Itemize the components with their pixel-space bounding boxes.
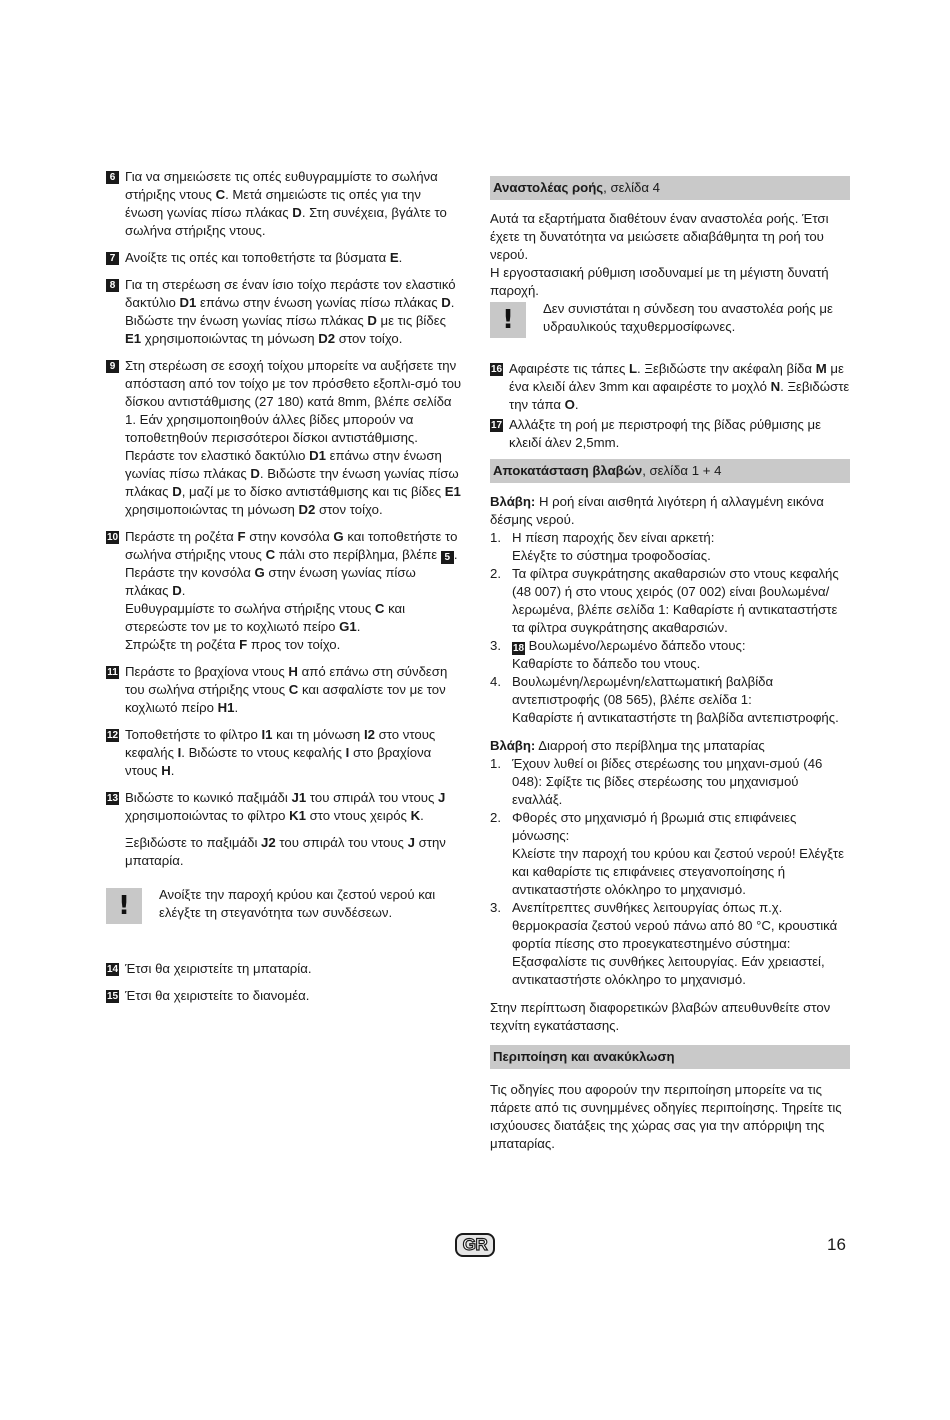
step-15: 15 Έτσι θα χειριστείτε το διανομέα. <box>106 988 310 1003</box>
section-header-flow-limiter: Αναστολέας ροής, σελίδα 4 <box>490 176 850 200</box>
step-number-badge: 16 <box>490 364 503 375</box>
warning-note: ! Ανοίξτε την παροχή κρύου και ζεστού νερού και ελέγξτε τη στεγανότητα των συνδέσεων. <box>106 886 462 926</box>
step-number-badge: 15 <box>106 991 119 1002</box>
step-number-badge: 17 <box>490 420 503 431</box>
list-item: 2. Φθορές στο μηχανισμό ή βρωμιά στις επιφάνειες μόνωσης: Κλείστε την παροχή του κρύου και ζεστού νερού! Ελέγξτε και καθαρίστε τις επιφάνειες στεγανοποίησης ή αντικαταστήστε ολόκληρο το μηχανισμό. <box>490 810 844 897</box>
step-10: 10 Περάστε τη ροζέτα F στην κονσόλα G και τοποθετήστε το σωλήνα στήριξης ντους C πάλι στο περίβλημα, βλέπε 5 . Περάστε την κονσόλα G στην ένωση γωνίας πίσω πλάκας D. Ευθυγραμμίστε το σωλήνα στήριξης ντους C και στερεώστε τον με το κοχλιωτό πείρο G1. Σπρώξτε τη ροζέτα F προς τον τοίχο. <box>106 529 458 652</box>
list-item: 2. Τα φίλτρα συγκράτησης ακαθαρσιών στο ντους κεφαλής (48 007) ή στο ντους χειρός (07 002) είναι βουλωμένα/λερωμένα, βλέπε σελίδα 1: Καθαρίστε ή αντικαταστήστε τα φίλτρα συγκράτησης ακαθαρσιών. <box>490 566 839 635</box>
step-6: 6 Για να σημειώσετε τις οπές ευθυγραμμίστε το σωλήνα στήριξης ντους C. Μετά σημειώστε τις οπές για την ένωση γωνίας πίσω πλάκας D. Στη συνέχεια, βγάλτε το σωλήνα στήριξης ντους. <box>106 168 462 240</box>
country-code-logo: GR <box>455 1233 495 1257</box>
list-item: 4. Βουλωμένη/λερωμένη/ελαττωματική βαλβίδα αντεπιστροφής (08 565), βλέπε σελίδα 1: Καθαρίστε ή αντικαταστήστε τη βαλβίδα αντεπιστροφής. <box>490 674 839 725</box>
step-number-badge: 6 <box>106 171 119 184</box>
fault-description: Βλάβη: Διαρροή στο περίβλημα της μπαταρίας <box>490 738 765 753</box>
list-item: 1. Έχουν λυθεί οι βίδες στερέωσης του μηχανι-σμού (46 048): Σφίξτε τις βίδες στερέωσης του μηχανισμού εναλλάξ. <box>490 756 823 807</box>
warning-note: ! Δεν συνιστάται η σύνδεση του αναστολέα ροής με υδραυλικούς ταχυθερμοσίφωνες. <box>490 300 850 340</box>
figure-reference-badge: 5 <box>441 551 454 564</box>
warning-icon: ! <box>106 888 142 924</box>
step-12: 12 Τοποθετήστε το φίλτρο I1 και τη μόνωση I2 στο ντους κεφαλής I. Βιδώστε το ντους κεφαλής I στο βραχίονα ντους H. <box>106 727 436 778</box>
paragraph: Τις οδηγίες που αφορούν την περιποίηση μπορείτε να τις πάρετε από τις συνημμένες οδηγίες περιποίησης. Τηρείτε τις ισχύουσες διατάξεις της χώρας σας για την απόρριψη της μπαταρίας. <box>490 1082 842 1151</box>
step-13: 13 Βιδώστε το κωνικό παξιμάδι J1 του σπιράλ του ντους J χρησιμοποιώντας το φίλτρο K1 στο ντους χειρός K. Ξεβιδώστε το παξιμάδι J2 του σπιράλ του ντους J στην μπαταρία. <box>106 790 446 868</box>
step-number-badge: 7 <box>106 252 119 265</box>
section-header-care-recycling: Περιποίηση και ανακύκλωση <box>490 1045 850 1069</box>
page-number: 16 <box>827 1235 846 1254</box>
step-number-badge: 13 <box>106 793 119 804</box>
step-number-badge: 12 <box>106 730 119 741</box>
warning-icon: ! <box>490 302 526 338</box>
list-item: 3. 18 Βουλωμένο/λερωμένο δάπεδο ντους: Καθαρίστε το δάπεδο του ντους. <box>490 638 746 671</box>
step-number-badge: 11 <box>107 667 118 678</box>
step-7: 7 Ανοίξτε τις οπές και τοποθετήστε τα βύσματα E. <box>106 249 462 267</box>
step-8: 8 Για τη στερέωση σε έναν ίσιο τοίχο περάστε τον ελαστικό δακτύλιο D1 επάνω στην ένωση γωνίας πίσω πλάκας D. Βιδώστε την ένωση γωνίας πίσω πλάκας D με τις βίδες E1 χρησιμοποιώντας τη μόνωση D2 στον τοίχο. <box>106 276 462 348</box>
step-16: 16 Αφαιρέστε τις τάπες L. Ξεβιδώστε την ακέφαλη βίδα M με ένα κλειδί άλεν 3mm και αφαιρέστε το μοχλό N. Ξεβιδώστε την τάπα O. <box>490 361 850 412</box>
section-header-troubleshooting: Αποκατάσταση βλαβών, σελίδα 1 + 4 <box>490 459 850 483</box>
step-11: 11 Περάστε το βραχίονα ντους H από επάνω στη σύνδεση του σωλήνα στήριξης ντους C και ασφαλίστε τον με τον κοχλιωτό πείρο H1. <box>107 664 448 715</box>
list-item: 3. Ανεπίτρεπτες συνθήκες λειτουργίας όπως π.χ. θερμοκρασία ζεστού νερού πάνω από 80 °C, κρουστικά φορτία πίεσης στο προεγκατεστημένο σύστημα: Εξασφαλίστε τις συνθήκες λειτουργίας. Εάν χρειαστεί, αντικαταστήστε ολόκληρο το μηχανισμό. <box>490 900 838 987</box>
paragraph: Αυτά τα εξαρτήματα διαθέτουν έναν αναστολέα ροής. Έτσι έχετε τη δυνατότητα να μειώσετε αδιαβάθμητα τη ροή του νερού. <box>490 211 829 262</box>
left-column <box>106 168 462 1014</box>
step-number-badge: 14 <box>106 964 119 975</box>
fault-description: Βλάβη: Η ροή είναι αισθητά λιγότερη ή αλλαγμένη εικόνα δέσμης νερού. <box>490 494 824 527</box>
step-number-badge: 18 <box>512 643 525 654</box>
right-column <box>490 176 850 1153</box>
step-17: 17 Αλλάξτε τη ροή με περιστροφή της βίδας ρύθμισης με κλειδί άλεν 2,5mm. <box>490 417 821 450</box>
step-number-badge: 10 <box>106 532 119 543</box>
list-item: 1. Η πίεση παροχής δεν είναι αρκετή: Ελέγξτε το σύστημα τροφοδοσίας. <box>490 530 715 563</box>
step-number-badge: 8 <box>106 279 119 292</box>
paragraph: Η εργοστασιακή ρύθμιση ισοδυναμεί με τη μέγιστη δυνατή παροχή. <box>490 265 829 298</box>
paragraph: Στην περίπτωση διαφορετικών βλαβών απευθυνθείτε στον τεχνίτη εγκατάστασης. <box>490 1000 831 1033</box>
step-14: 14 Έτσι θα χειριστείτε τη μπαταρία. <box>106 961 312 976</box>
step-number-badge: 9 <box>106 360 119 373</box>
step-9: 9 Στη στερέωση σε εσοχή τοίχου μπορείτε να αυξήσετε την απόσταση από τον τοίχο με τον πρόσθετο εξοπλι-σμό του δίσκου αντιστάθμισης (27 180) κατά 8mm, βλέπε σελίδα 1. Εάν χρησιμοποιηθούν άλλες βίδες μπορούν να τοποθετηθούν περισσότεροι δίσκοι αντιστάθμισης. Περάστε τον ελαστικό δακτύλιο D1 επάνω στην ένωση γωνίας πίσω πλάκας D. Βιδώστε την ένωση γωνίας πίσω πλάκας D, μαζί με το δίσκο αντιστάθμισης και τις βίδες E1 χρησιμοποιώντας τη μόνωση D2 στον τοίχο. <box>106 357 462 519</box>
